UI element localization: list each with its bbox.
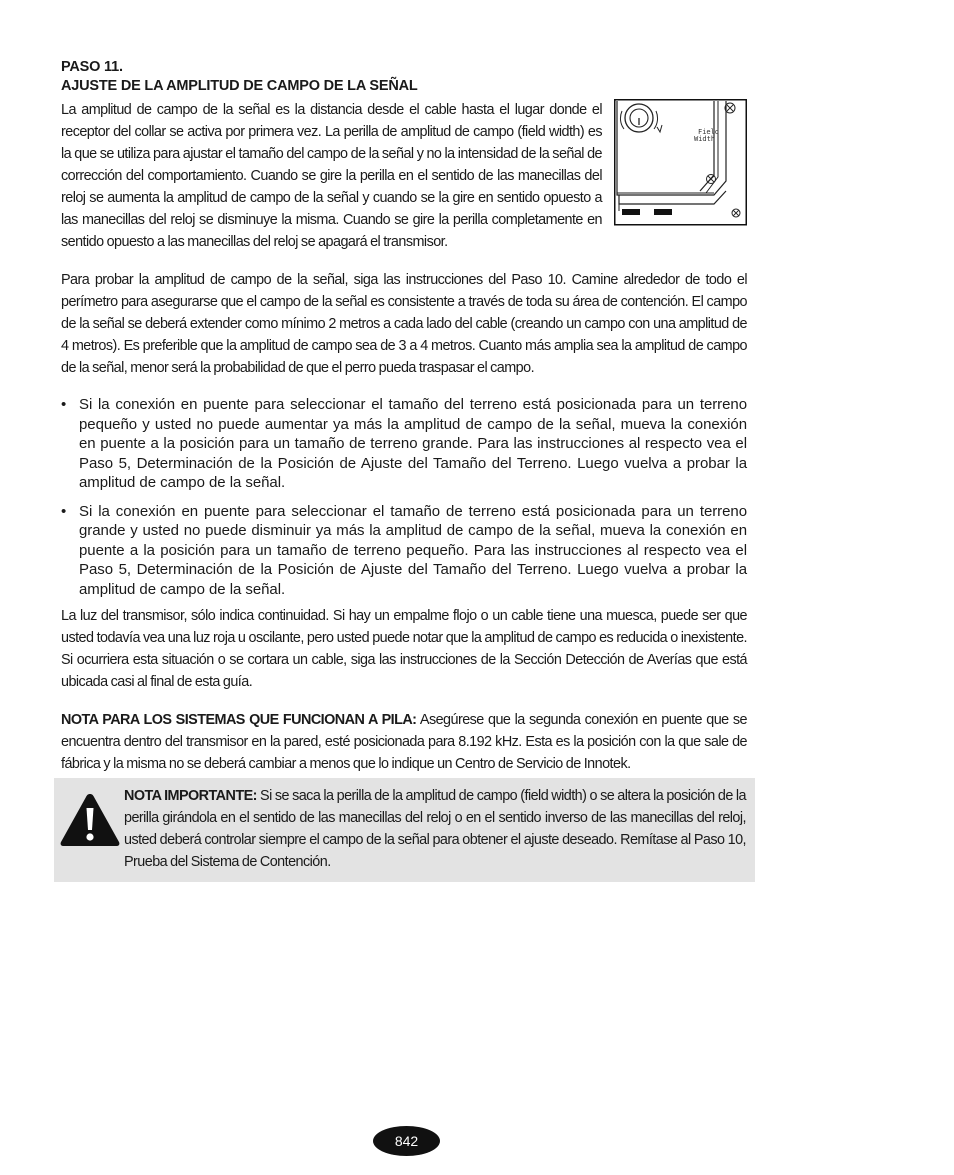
battery-note-text: Asegúrese que la segunda conexión en puente que se encuentra dentro del transmisor en la pared, esté posicionada para 8.192 kHz. Esta es la posición con la que sale de fábrica y la misma no se deberá cambiar a menos que lo indique un Centro de Servicio de Innotek. <box>61 712 747 772</box>
important-note-label: NOTA IMPORTANTE: <box>124 788 257 804</box>
transmitter-figure <box>614 99 747 226</box>
bullet-dot: • <box>61 502 67 520</box>
paragraph-testing: Para probar la amplitud de campo de la señal, siga las instrucciones del Paso 10. Camine alrededor de todo el perímetro para asegurarse que el campo de la señal es consistente a través de toda su área de contención. El campo de la señal se deberá extender como mínimo 2 metros a cada lado del cable (creando un campo con una amplitud de 4 metros). Es preferible que la amplitud de campo sea de 3 a 4 metros. Cuanto más amplia sea la amplitud de campo de la señal, menor será la probabilidad de que el perro pueda traspasar el campo. <box>61 272 747 376</box>
bullet-text: Si la conexión en puente para seleccionar el tamaño de terreno está posicionada para un terreno grande y usted no puede disminuir ya más la amplitud de campo de la señal, mueva la conexión en puente a la posición para un tamaño de terreno pequeño. Para las instrucciones al respecto vea el Paso 5, Determinación de la Posición de Ajuste del Tamaño del Terreno. Luego vuelva a probar la amplitud de campo de la señal. <box>79 502 747 598</box>
list-item <box>61 502 747 600</box>
bullet-list <box>61 395 747 599</box>
important-note-paragraph <box>124 785 746 873</box>
bullet-dot: • <box>61 396 67 413</box>
figure-label-width: Width <box>694 135 716 143</box>
list-item <box>61 395 747 493</box>
page-content <box>61 58 747 775</box>
section-heading: AJUSTE DE LA AMPLITUD DE CAMPO DE LA SEÑAL <box>61 78 418 94</box>
important-note-box <box>54 778 755 882</box>
bullet-text: Si la conexión en puente para seleccionar el tamaño del terreno está posicionada para un terreno pequeño y usted no puede aumentar ya más la amplitud de campo de la señal, mueva la conexión en puente a la posición para un tamaño de terreno grande. Para las instrucciones al respecto vea el Paso 5, Determinación de la Posición de Ajuste del Tamaño del Terreno. Luego vuelva a probar la amplitud de campo de la señal. <box>79 396 747 491</box>
important-note-text: Si se saca la perilla de la amplitud de campo (field width) o se altera la posición de la perilla girándola en el sentido de las manecillas del reloj o en el sentido inverso de las manecillas del reloj, usted deberá controlar siempre el campo de la señal para obtener el ajuste deseado. Remítase al Paso 10, Prueba del Sistema de Contención. <box>124 788 746 870</box>
page-number: 842 <box>373 1126 440 1156</box>
figure-label-field: Field <box>698 128 720 136</box>
step-label: PASO 11. <box>61 59 123 75</box>
paragraph-transmitter-light: La luz del transmisor, sólo indica continuidad. Si hay un empalme flojo o un cable tiene una muesca, puede ser que usted todavía vea una luz roja u oscilante, pero usted puede notar que la amplitud de campo es reducida o inexistente. Si ocurriera esta situación o se cortara un cable, siga las instrucciones de la Sección Detección de Averías que está ubicada casi al final de esta guía. <box>61 608 747 690</box>
warning-icon <box>59 792 121 848</box>
transmitter-diagram-icon <box>614 99 747 226</box>
battery-note-label: NOTA PARA LOS SISTEMAS QUE FUNCIONAN A PILA: <box>61 712 417 728</box>
paragraph-battery-note <box>61 709 747 775</box>
paragraph-field-width: La amplitud de campo de la señal es la distancia desde el cable hasta el lugar donde el receptor del collar se activa por primera vez. La perilla de amplitud de campo (field width) es la que se utiliza para ajustar el tamaño del campo de la señal y no la intensidad de la señal de corrección del comportamiento. Cuando se gire la perilla en el sentido de las manecillas del reloj se aumenta la amplitud de campo de la señal y cuando se la gire en sentido opuesto a las manecillas del reloj se disminuye la misma. Cuando se gire la perilla completamente en sentido opuesto a las manecillas del reloj se apagará el transmisor. <box>61 102 602 250</box>
